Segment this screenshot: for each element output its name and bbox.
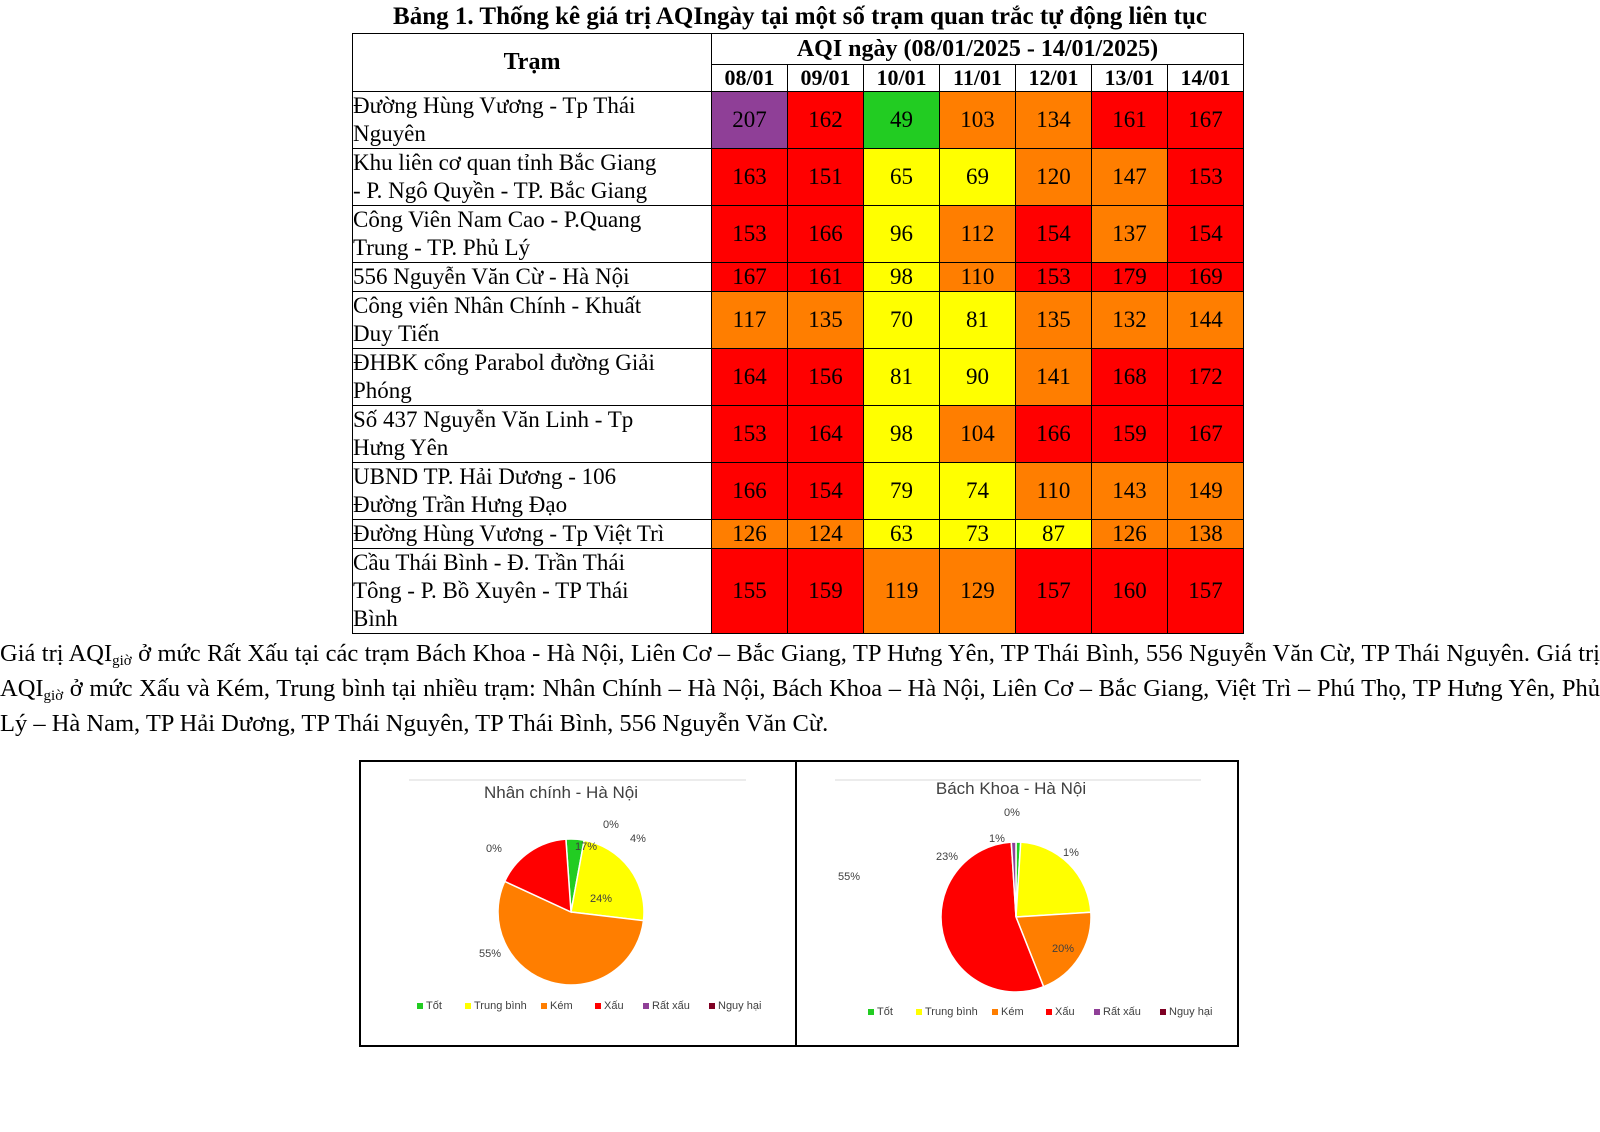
date-header: 11/01 xyxy=(940,65,1016,92)
aqi-value-cell: 132 xyxy=(1092,292,1168,349)
aqi-value-cell: 65 xyxy=(864,149,940,206)
aqi-value-cell: 73 xyxy=(940,520,1016,549)
station-name xyxy=(353,92,712,149)
aqi-value-cell: 161 xyxy=(788,263,864,292)
date-header: 09/01 xyxy=(788,65,864,92)
legend-swatch xyxy=(417,1003,423,1009)
aqi-value-cell: 172 xyxy=(1168,349,1244,406)
legend-label: Tốt xyxy=(877,1006,893,1018)
slice-label: 24% xyxy=(589,893,613,905)
paragraph-text: ở mức Xấu và Kém, Trung bình tại nhiều trạm: Nhân Chính – Hà Nội, Bách Khoa – Hà Nội, Liên Cơ – Bắc Giang, Việt Trì – Phú Thọ, TP Hưng Yên, Phủ Lý – Hà Nam, TP Hải Dương, TP Thái Nguyên, TP Thái Bình, 556 Nguyễn Văn Cừ. xyxy=(0,675,1600,737)
aqi-value-cell: 154 xyxy=(788,463,864,520)
legend-swatch xyxy=(916,1009,922,1015)
aqi-value-cell: 164 xyxy=(788,406,864,463)
station-name xyxy=(353,263,712,292)
slice-label: 1% xyxy=(1063,847,1079,859)
legend-label: Xấu xyxy=(1055,1006,1075,1018)
legend-label: Nguy hại xyxy=(1169,1006,1213,1018)
aqi-value-cell: 144 xyxy=(1168,292,1244,349)
aqi-value-cell: 156 xyxy=(788,349,864,406)
aqi-value-cell: 143 xyxy=(1092,463,1168,520)
slice-label: 0% xyxy=(603,819,619,831)
aqi-value-cell: 137 xyxy=(1092,206,1168,263)
aqi-table-body xyxy=(353,92,1244,634)
aqi-value-cell: 151 xyxy=(788,149,864,206)
station-name xyxy=(353,463,712,520)
station-name-line: Đường Trần Hưng Đạo xyxy=(353,492,568,517)
station-name-line: Khu liên cơ quan tỉnh Bắc Giang xyxy=(353,150,657,175)
aqi-value-cell: 160 xyxy=(1092,549,1168,634)
station-name-line: Cầu Thái Bình - Đ. Trần Thái xyxy=(353,550,625,575)
aqi-table xyxy=(352,33,1244,634)
legend-swatch xyxy=(541,1003,547,1009)
date-header: 10/01 xyxy=(864,65,940,92)
aqi-value-cell: 129 xyxy=(940,549,1016,634)
aqi-value-cell: 167 xyxy=(1168,406,1244,463)
aqi-value-cell: 157 xyxy=(1168,549,1244,634)
aqi-value-cell: 169 xyxy=(1168,263,1244,292)
aqi-value-cell: 126 xyxy=(1092,520,1168,549)
aqi-value-cell: 87 xyxy=(1016,520,1092,549)
station-column-header: Trạm xyxy=(353,34,712,92)
paragraph-text: ở mức Rất Xấu tại các trạm Bách Khoa - Hà Nội, Liên Cơ – Bắc Giang, TP Hưng Yên, TP Thái Bình, 556 Nguyễn Văn Cừ, TP Thái Nguyên. Giá trị AQI xyxy=(0,640,1600,702)
aqi-value-cell: 124 xyxy=(788,520,864,549)
pie-chart-svg xyxy=(797,762,1237,1045)
aqi-value-cell: 164 xyxy=(712,349,788,406)
aqi-value-cell: 74 xyxy=(940,463,1016,520)
chart-title: Nhân chính - Hà Nội xyxy=(483,783,639,802)
station-name-line: Duy Tiến xyxy=(353,321,440,346)
paragraph-text: Giá trị AQI xyxy=(0,640,113,667)
legend-label: Rất xấu xyxy=(652,1000,690,1012)
aqi-value-cell: 69 xyxy=(940,149,1016,206)
station-name xyxy=(353,549,712,634)
station-name-line: UBND TP. Hải Dương - 106 xyxy=(353,464,617,489)
slice-label: 55% xyxy=(837,871,861,883)
date-header: 13/01 xyxy=(1092,65,1168,92)
aqi-value-cell: 167 xyxy=(712,263,788,292)
aqi-value-cell: 147 xyxy=(1092,149,1168,206)
aqi-value-cell: 119 xyxy=(864,549,940,634)
chart-title: Bách Khoa - Hà Nội xyxy=(935,779,1087,798)
table-row xyxy=(353,263,1244,292)
slice-label: 55% xyxy=(478,948,502,960)
table-row xyxy=(353,349,1244,406)
table-row xyxy=(353,520,1244,549)
station-name-line: Số 437 Nguyễn Văn Linh - Tp xyxy=(353,407,634,432)
table-row xyxy=(353,463,1244,520)
subscript-hourly: giờ xyxy=(43,688,64,704)
aqi-value-cell: 167 xyxy=(1168,92,1244,149)
aqi-value-cell: 153 xyxy=(1168,149,1244,206)
aqi-value-cell: 207 xyxy=(712,92,788,149)
aqi-value-cell: 110 xyxy=(940,263,1016,292)
station-name-line: Đường Hùng Vương - Tp Thái xyxy=(353,93,636,118)
aqi-value-cell: 79 xyxy=(864,463,940,520)
station-name-line: Phóng xyxy=(353,378,412,403)
station-name xyxy=(353,406,712,463)
date-header: 14/01 xyxy=(1168,65,1244,92)
period-header: AQI ngày (08/01/2025 - 14/01/2025) xyxy=(712,34,1244,65)
station-name-line: Tông - P. Bồ Xuyên - TP Thái xyxy=(353,578,629,603)
aqi-value-cell: 162 xyxy=(788,92,864,149)
legend-label: Tốt xyxy=(426,1000,442,1012)
station-name-line: 556 Nguyễn Văn Cừ - Hà Nội xyxy=(353,264,630,289)
aqi-value-cell: 179 xyxy=(1092,263,1168,292)
aqi-value-cell: 157 xyxy=(1016,549,1092,634)
aqi-value-cell: 63 xyxy=(864,520,940,549)
slice-label: 1% xyxy=(989,833,1005,845)
slice-label: 23% xyxy=(935,851,959,863)
legend-label: Kém xyxy=(1001,1006,1024,1018)
aqi-value-cell: 161 xyxy=(1092,92,1168,149)
aqi-value-cell: 153 xyxy=(712,206,788,263)
body-paragraph xyxy=(0,636,1600,741)
legend-label: Kém xyxy=(550,1000,573,1012)
pie-chart-bach-khoa xyxy=(797,762,1237,1045)
station-name xyxy=(353,206,712,263)
slice-label: 0% xyxy=(486,843,502,855)
aqi-value-cell: 153 xyxy=(1016,263,1092,292)
date-header: 12/01 xyxy=(1016,65,1092,92)
date-header: 08/01 xyxy=(712,65,788,92)
aqi-value-cell: 135 xyxy=(788,292,864,349)
pie-slice xyxy=(1016,842,1091,917)
pie-chart-svg xyxy=(361,762,795,1045)
table-row xyxy=(353,149,1244,206)
station-name xyxy=(353,520,712,549)
aqi-value-cell: 153 xyxy=(712,406,788,463)
aqi-value-cell: 81 xyxy=(864,349,940,406)
legend-swatch xyxy=(868,1009,874,1015)
aqi-value-cell: 166 xyxy=(788,206,864,263)
aqi-value-cell: 96 xyxy=(864,206,940,263)
legend-swatch xyxy=(709,1003,715,1009)
station-name-line: Công Viên Nam Cao - P.Quang xyxy=(353,207,642,232)
legend-swatch xyxy=(1160,1009,1166,1015)
station-name-line: Trung - TP. Phủ Lý xyxy=(353,235,531,260)
slice-label: 20% xyxy=(1051,943,1075,955)
aqi-value-cell: 159 xyxy=(788,549,864,634)
aqi-value-cell: 149 xyxy=(1168,463,1244,520)
legend-label: Xấu xyxy=(604,1000,624,1012)
legend-swatch xyxy=(595,1003,601,1009)
aqi-value-cell: 98 xyxy=(864,406,940,463)
aqi-value-cell: 112 xyxy=(940,206,1016,263)
aqi-value-cell: 155 xyxy=(712,549,788,634)
legend-swatch xyxy=(465,1003,471,1009)
aqi-value-cell: 159 xyxy=(1092,406,1168,463)
station-name xyxy=(353,149,712,206)
aqi-value-cell: 166 xyxy=(712,463,788,520)
aqi-value-cell: 49 xyxy=(864,92,940,149)
legend-swatch xyxy=(643,1003,649,1009)
aqi-value-cell: 166 xyxy=(1016,406,1092,463)
aqi-value-cell: 154 xyxy=(1168,206,1244,263)
legend-swatch xyxy=(1094,1009,1100,1015)
legend-swatch xyxy=(992,1009,998,1015)
station-name-line: Đường Hùng Vương - Tp Việt Trì xyxy=(353,521,665,546)
aqi-value-cell: 168 xyxy=(1092,349,1168,406)
table-row xyxy=(353,292,1244,349)
table-caption: Bảng 1. Thống kê giá trị AQIngày tại một số trạm quan trắc tự động liên tục xyxy=(393,3,1207,30)
aqi-value-cell: 104 xyxy=(940,406,1016,463)
legend-label: Rất xấu xyxy=(1103,1006,1141,1018)
legend-swatch xyxy=(1046,1009,1052,1015)
table-row xyxy=(353,206,1244,263)
aqi-value-cell: 163 xyxy=(712,149,788,206)
station-name-line: Nguyên xyxy=(353,121,426,146)
aqi-value-cell: 117 xyxy=(712,292,788,349)
aqi-value-cell: 141 xyxy=(1016,349,1092,406)
station-name xyxy=(353,292,712,349)
slice-label: 4% xyxy=(630,833,646,845)
table-row xyxy=(353,549,1244,634)
pie-charts-panel xyxy=(359,760,1239,1047)
aqi-value-cell: 134 xyxy=(1016,92,1092,149)
legend-label: Trung bình xyxy=(925,1006,978,1018)
aqi-value-cell: 120 xyxy=(1016,149,1092,206)
aqi-value-cell: 154 xyxy=(1016,206,1092,263)
table-row xyxy=(353,406,1244,463)
legend-label: Nguy hại xyxy=(718,1000,762,1012)
aqi-value-cell: 90 xyxy=(940,349,1016,406)
table-row xyxy=(353,92,1244,149)
aqi-value-cell: 138 xyxy=(1168,520,1244,549)
aqi-value-cell: 110 xyxy=(1016,463,1092,520)
aqi-value-cell: 135 xyxy=(1016,292,1092,349)
aqi-value-cell: 81 xyxy=(940,292,1016,349)
slice-label: 17% xyxy=(574,841,598,853)
station-name xyxy=(353,349,712,406)
aqi-value-cell: 103 xyxy=(940,92,1016,149)
aqi-value-cell: 126 xyxy=(712,520,788,549)
station-name-line: Bình xyxy=(353,606,398,631)
slice-label: 0% xyxy=(1004,807,1020,819)
station-name-line: Công viên Nhân Chính - Khuất xyxy=(353,293,642,318)
aqi-value-cell: 98 xyxy=(864,263,940,292)
legend-label: Trung bình xyxy=(474,1000,527,1012)
subscript-hourly: giờ xyxy=(112,653,132,669)
pie-chart-nhan-chinh xyxy=(361,762,795,1045)
station-name-line: Hưng Yên xyxy=(353,435,449,460)
station-name-line: ĐHBK cổng Parabol đường Giải xyxy=(353,350,655,375)
aqi-value-cell: 70 xyxy=(864,292,940,349)
station-name-line: - P. Ngô Quyền - TP. Bắc Giang xyxy=(353,178,648,203)
